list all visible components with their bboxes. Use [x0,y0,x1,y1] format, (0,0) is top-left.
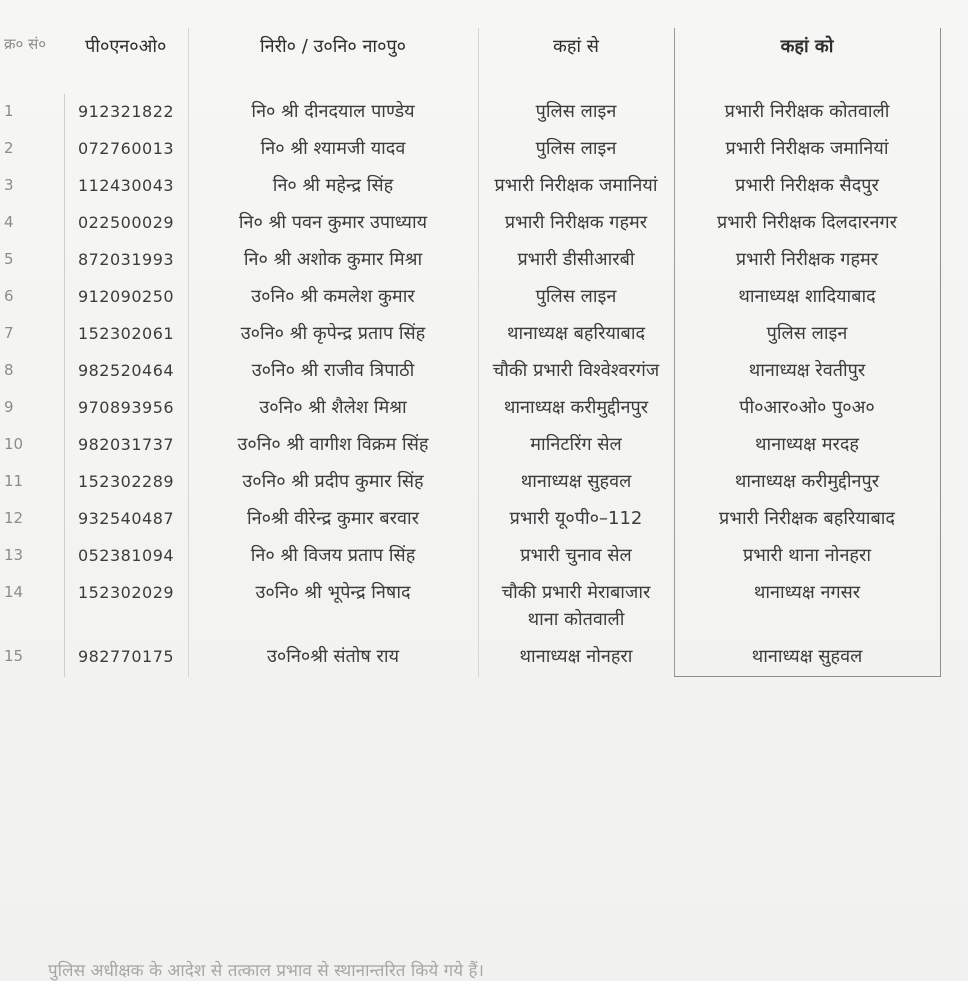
cell-pno: 932540487 [64,501,188,538]
table-row [0,353,940,390]
cell-pno: 022500029 [64,205,188,242]
cell-serial: 9 [4,398,14,416]
cell-from: मानिटरिंग सेल [478,427,674,464]
footer-note: पुलिस अधीक्षक के आदेश से तत्काल प्रभाव से स्थानान्तरित किये गये हैं। [48,961,484,981]
cell-serial: 8 [4,361,14,379]
cell-name: नि० श्री विजय प्रताप सिंह [188,538,478,575]
table-row [0,639,940,677]
cell-to: थानाध्यक्ष सुहवल [674,639,940,677]
cell-name: उ०नि० श्री कृपेन्द्र प्रताप सिंह [188,316,478,353]
cell-pno: 152302289 [64,464,188,501]
cell-pno: 072760013 [64,131,188,168]
cell-to: पुलिस लाइन [674,316,940,353]
cell-pno: 912321822 [64,94,188,131]
table-row [0,316,940,353]
cell-name: नि०श्री वीरेन्द्र कुमार बरवार [188,501,478,538]
cell-to: प्रभारी निरीक्षक कोतवाली [674,94,940,131]
cell-to: प्रभारी निरीक्षक सैदपुर [674,168,940,205]
table-row [0,390,940,427]
cell-to: थानाध्यक्ष मरदह [674,427,940,464]
cell-name: उ०नि० श्री भूपेन्द्र निषाद [188,575,478,639]
cell-serial: 15 [4,647,24,665]
cell-from: प्रभारी चुनाव सेल [478,538,674,575]
cell-name: उ०नि० श्री वागीश विक्रम सिंह [188,427,478,464]
cell-name: उ०नि० श्री प्रदीप कुमार सिंह [188,464,478,501]
cell-to: थानाध्यक्ष रेवतीपुर [674,353,940,390]
cell-name: नि० श्री पवन कुमार उपाध्याय [188,205,478,242]
cell-serial: 2 [4,139,14,157]
cell-from: थानाध्यक्ष करीमुद्दीनपुर [478,390,674,427]
cell-from: पुलिस लाइन [478,279,674,316]
cell-serial: 3 [4,176,14,194]
cell-from: थानाध्यक्ष नोनहरा [478,639,674,677]
cell-name: नि० श्री महेन्द्र सिंह [188,168,478,205]
cell-to: प्रभारी निरीक्षक बहरियाबाद [674,501,940,538]
cell-from: प्रभारी यू०पी०–112 [478,501,674,538]
cell-pno: 982031737 [64,427,188,464]
cell-from: प्रभारी निरीक्षक गहमर [478,205,674,242]
cell-from: चौकी प्रभारी मेराबाजार थाना कोतवाली [478,575,674,639]
header-pno: पी०एन०ओ० [85,36,167,57]
cell-serial: 1 [4,102,14,120]
cell-name: उ०नि० श्री राजीव त्रिपाठी [188,353,478,390]
cell-serial: 6 [4,287,14,305]
cell-to: प्रभारी थाना नोनहरा [674,538,940,575]
table-row [0,501,940,538]
cell-to: प्रभारी निरीक्षक गहमर [674,242,940,279]
cell-serial: 11 [4,472,24,490]
cell-to: थानाध्यक्ष करीमुद्दीनपुर [674,464,940,501]
cell-serial: 10 [4,435,24,453]
table-row [0,279,940,316]
cell-from: पुलिस लाइन [478,131,674,168]
table-row [0,242,940,279]
cell-from: पुलिस लाइन [478,94,674,131]
cell-pno: 872031993 [64,242,188,279]
cell-from: प्रभारी निरीक्षक जमानियां [478,168,674,205]
table-row [0,205,940,242]
table-row [0,131,940,168]
table-row [0,575,940,639]
cell-serial: 13 [4,546,24,564]
cell-name: उ०नि०श्री संतोष राय [188,639,478,677]
header-rank-name: निरी० / उ०नि० ना०पु० [188,28,478,94]
cell-name: नि० श्री दीनदयाल पाण्डेय [188,94,478,131]
cell-pno: 982770175 [64,639,188,677]
cell-pno: 912090250 [64,279,188,316]
cell-name: नि० श्री अशोक कुमार मिश्रा [188,242,478,279]
cell-pno: 970893956 [64,390,188,427]
table-row [0,464,940,501]
cell-pno: 052381094 [64,538,188,575]
cell-serial: 14 [4,583,24,601]
cell-from: चौकी प्रभारी विश्वेश्वरगंज [478,353,674,390]
cell-pno: 982520464 [64,353,188,390]
cell-pno: 152302061 [64,316,188,353]
cell-serial: 7 [4,324,14,342]
cell-serial: 5 [4,250,14,268]
cell-name: उ०नि० श्री शैलेश मिश्रा [188,390,478,427]
cell-to: थानाध्यक्ष नगसर [674,575,940,639]
table-header-row [0,28,940,94]
cell-from: थानाध्यक्ष सुहवल [478,464,674,501]
header-to: कहां को [674,28,940,94]
cell-serial: 12 [4,509,24,527]
cell-to: प्रभारी निरीक्षक दिलदारनगर [674,205,940,242]
cell-name: नि० श्री श्यामजी यादव [188,131,478,168]
cell-to: थानाध्यक्ष शादियाबाद [674,279,940,316]
cell-pno: 152302029 [64,575,188,639]
cell-to: प्रभारी निरीक्षक जमानियां [674,131,940,168]
cell-serial: 4 [4,213,14,231]
table-row [0,427,940,464]
table-row [0,94,940,131]
cell-from: प्रभारी डीसीआरबी [478,242,674,279]
table-row [0,538,940,575]
cell-to: पी०आर०ओ० पु०अ० [674,390,940,427]
cell-from: थानाध्यक्ष बहरियाबाद [478,316,674,353]
header-serial: क्र० सं० [4,35,47,53]
cell-name: उ०नि० श्री कमलेश कुमार [188,279,478,316]
cell-pno: 112430043 [64,168,188,205]
header-from: कहां से [478,28,674,94]
transfer-table [0,28,941,677]
table-row [0,168,940,205]
